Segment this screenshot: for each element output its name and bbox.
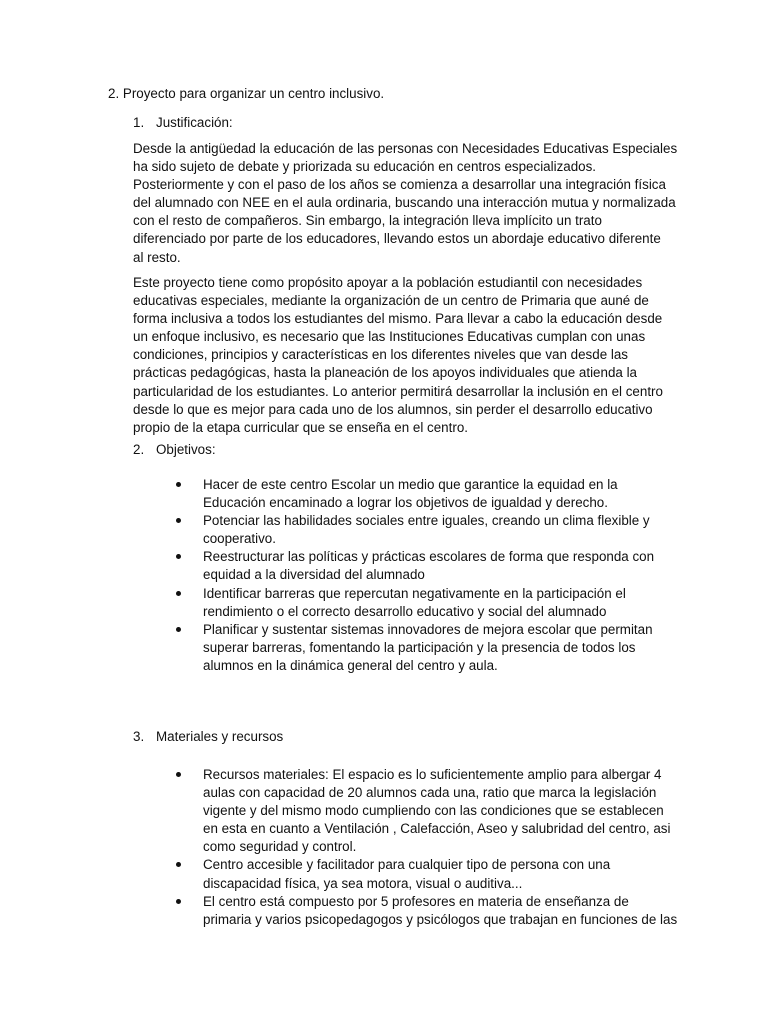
- bullet-icon: [176, 591, 181, 596]
- text-line: Recursos materiales: El espacio es lo suficientemente amplio para albergar 4: [203, 767, 662, 782]
- text-line: Identificar barreras que repercutan negativamente en la participación el: [203, 585, 626, 601]
- list-item: [176, 893, 676, 929]
- text-line: alumnos en la dinámica general del centro y aula.: [203, 657, 498, 673]
- list-item: [176, 766, 676, 856]
- bullet-icon: [176, 518, 181, 523]
- list-item: [176, 476, 676, 512]
- bullet-icon: [176, 482, 181, 487]
- list-item: [176, 512, 676, 548]
- text-line: desde lo que es mejor para cada uno de los alumnos, sin perder el desarrollo educativo: [133, 401, 653, 417]
- text-line: con el resto de compañeros. Sin embargo, la integración lleva implícito un trato: [133, 213, 602, 229]
- text-line: Planificar y sustentar sistemas innovadores de mejora escolar que permitan: [203, 621, 653, 637]
- page-title: 2. Proyecto para organizar un centro inclusivo.: [108, 86, 385, 101]
- materiales-list: [176, 766, 676, 929]
- text-line: Hacer de este centro Escolar un medio que garantice la equidad en la: [203, 477, 618, 492]
- text-line: discapacidad física, ya sea motora, visual o auditiva...: [203, 875, 523, 891]
- text-line: al resto.: [133, 249, 181, 265]
- list-item: [176, 585, 676, 621]
- list-item: [176, 548, 676, 584]
- text-line: vigente y del mismo modo cumpliendo con las condiciones que se establecen: [203, 803, 664, 819]
- text-line: primaria y varios psicopedagogos y psicólogos que trabajan en funciones de las: [203, 911, 678, 927]
- text-line: Desde la antigüedad la educación de las personas con Necesidades Educativas Especiales: [133, 141, 678, 156]
- text-line: cooperativo.: [203, 531, 276, 547]
- text-line: ha sido sujeto de debate y priorizada su educación en centros especializados.: [133, 159, 597, 175]
- text-line: en esta en cuanto a Ventilación , Calefacción, Aseo y salubridad del centro, asi: [203, 821, 671, 837]
- text-line: Potenciar las habilidades sociales entre iguales, creando un clima flexible y: [203, 513, 650, 529]
- text-line: aulas con capacidad de 20 alumnos cada una, ratio que marca la legislación: [203, 785, 657, 801]
- section-number: 1.: [133, 115, 145, 130]
- section-heading-justificacion: [133, 115, 233, 130]
- text-line: Educación encaminado a lograr los objetivos de igualdad y derecho.: [203, 495, 608, 511]
- bullet-icon: [176, 627, 181, 632]
- text-line: forma inclusiva a todos los estudiantes del mismo. Para llevar a cabo la educación desde: [133, 311, 663, 327]
- section-heading-objetivos: [133, 442, 216, 457]
- section-number: 3.: [133, 729, 145, 744]
- section-heading-text: Justificación:: [156, 115, 233, 130]
- text-line: propio de la etapa curricular que se enseña en el centro.: [133, 419, 468, 435]
- text-line: Este proyecto tiene como propósito apoyar a la población estudiantil con necesidades: [133, 275, 643, 290]
- text-line: un enfoque inclusivo, es necesario que las Instituciones Educativas cumplan con unas: [133, 329, 646, 345]
- text-line: diferenciado por parte de los educadores, llevando estos un abordaje educativo diferente: [133, 231, 661, 247]
- section-number: 2.: [133, 442, 145, 457]
- section-heading-materiales: [133, 729, 283, 744]
- justificacion-paragraph-1: [133, 140, 678, 267]
- objetivos-list: [176, 476, 676, 675]
- section-heading-text: Materiales y recursos: [156, 729, 284, 744]
- list-item: [176, 856, 676, 892]
- bullet-icon: [176, 554, 181, 559]
- justificacion-paragraph-2: [133, 274, 663, 437]
- text-line: como seguridad y control.: [203, 839, 357, 855]
- text-line: Reestructurar las políticas y prácticas escolares de forma que responda con: [203, 549, 655, 565]
- text-line: equidad a la diversidad del alumnado: [203, 567, 425, 583]
- text-line: Posteriormente y con el paso de los años se comienza a desarrollar una integración física: [133, 177, 666, 193]
- list-item: [176, 621, 676, 675]
- text-line: Centro accesible y facilitador para cualquier tipo de persona con una: [203, 857, 611, 873]
- text-line: superar barreras, fomentando la participación y la presencia de todos los: [203, 639, 636, 655]
- text-line: prácticas pedagógicas, hasta la planeación de los apoyos individuales que atienda la: [133, 365, 637, 381]
- section-heading-text: Objetivos:: [156, 442, 216, 457]
- bullet-icon: [176, 862, 181, 867]
- text-line: del alumnado con NEE en el aula ordinaria, buscando una interacción mutua y normalizada: [133, 195, 676, 211]
- text-line: rendimiento o el correcto desarrollo educativo y social del alumnado: [203, 603, 607, 619]
- text-line: El centro está compuesto por 5 profesores en materia de enseñanza de: [203, 893, 629, 909]
- text-line: particularidad de los estudiantes. Lo anterior permitirá desarrollar la inclusión en el centro: [133, 383, 663, 399]
- text-line: condiciones, principios y características en los diferentes niveles que van desde las: [133, 347, 628, 363]
- bullet-icon: [176, 772, 181, 777]
- bullet-icon: [176, 899, 181, 904]
- text-line: educativas especiales, mediante la organización de un centro de Primaria que auné de: [133, 293, 649, 309]
